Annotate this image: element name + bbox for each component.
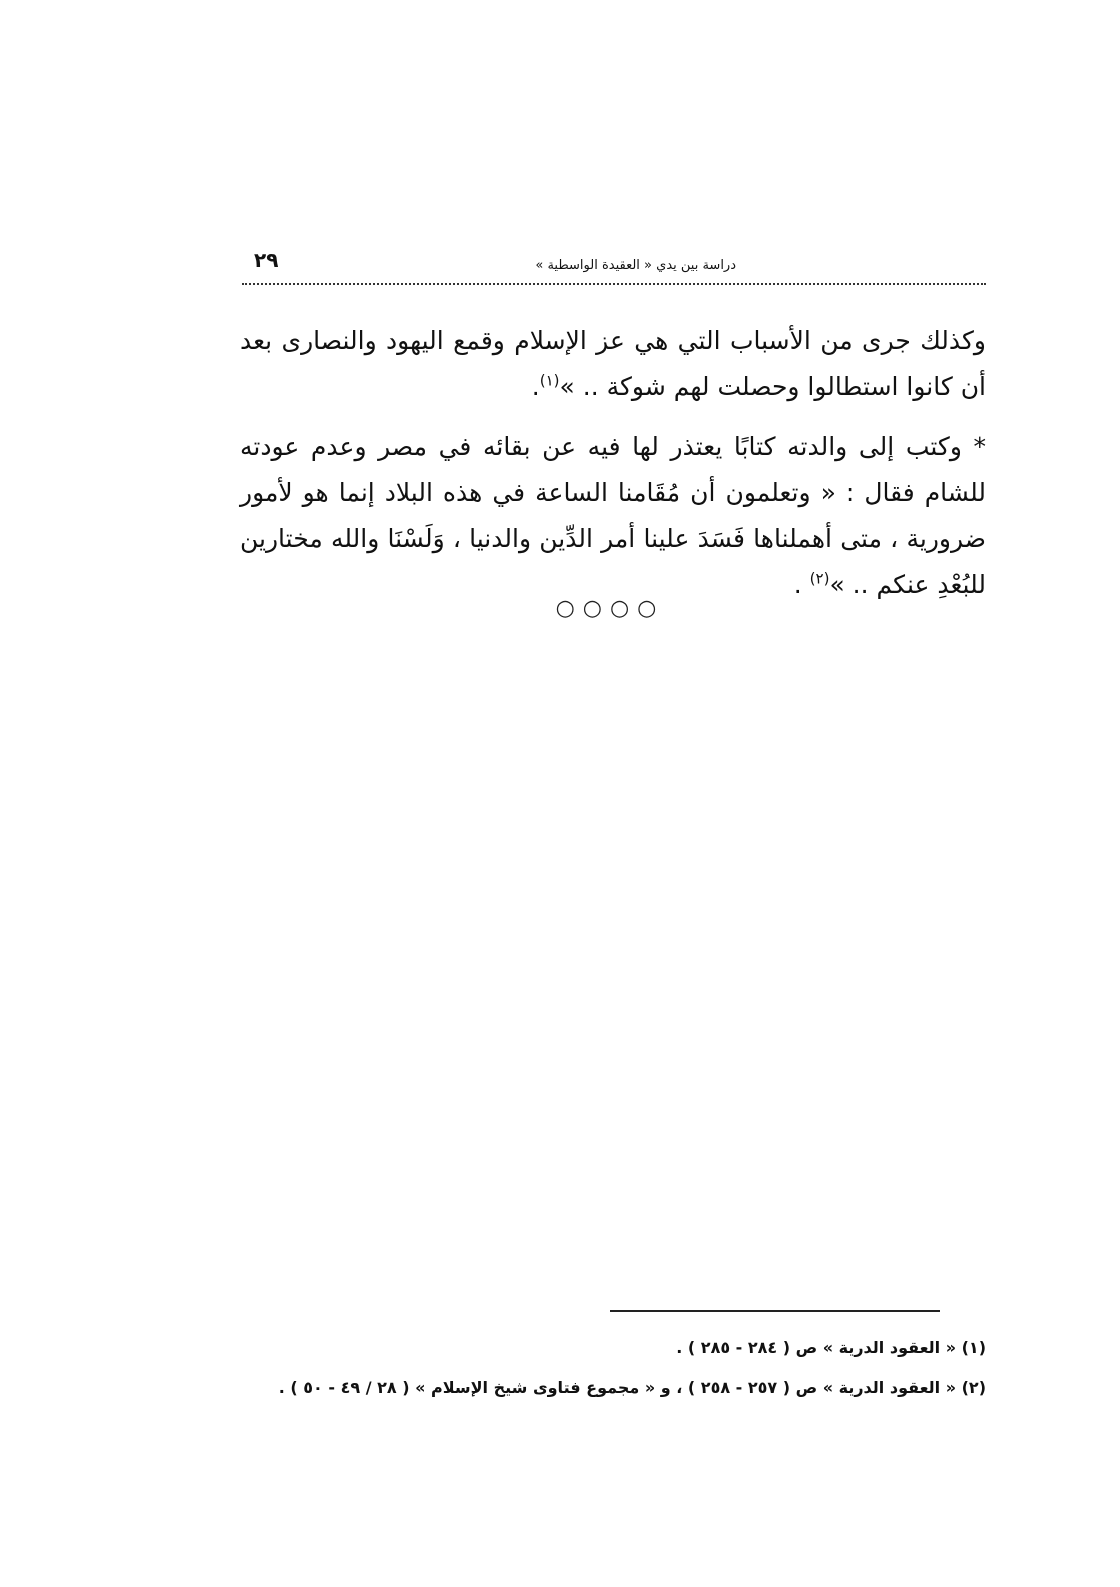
paragraph-2-end: . (793, 570, 810, 599)
paragraph-1-end: . (531, 372, 540, 401)
running-title: دراسة بين يدي « العقيدة الواسطية » (535, 258, 736, 273)
page-header (242, 248, 986, 280)
footnote-2: (٢) « العقود الدرية » ص ( ٢٥٧ - ٢٥٨ ) ، و « مجموع فتاوى شيخ الإسلام » ( ٢٨ / ٤٩ - ٥٠ ) . (278, 1378, 986, 1397)
paragraph-2-text: * وكتب إلى والدته كتابًا يعتذر لها فيه عن بقائه في مصر وعدم عودته للشام فقال : « وتعلمون أن مُقَامنا الساعة في هذه البلاد إنما هو لأمور ضرورية ، متى أهملناها فَسَدَ علينا أمر الدِّين والدنيا ، وَلَسْنَا والله مختارين للبُعْدِ عنكم .. » (240, 432, 986, 599)
paragraph-1-text: وكذلك جرى من الأسباب التي هي عز الإسلام وقمع اليهود والنصارى بعد أن كانوا استطالوا وحصلت لهم شوكة .. » (240, 326, 986, 401)
section-separator: ○○○○ (555, 596, 665, 621)
footnote-ref-1: (١) (539, 371, 560, 390)
header-rule (242, 283, 986, 285)
footnote-ref-2: (٢) (809, 569, 830, 588)
body-text (240, 318, 986, 622)
paragraph-1 (240, 318, 986, 410)
footnote-rule (610, 1310, 940, 1312)
footnotes (230, 1328, 986, 1408)
paragraph-2 (240, 424, 986, 608)
page-number: ٢٩ (254, 248, 279, 272)
footnote-1: (١) « العقود الدرية » ص ( ٢٨٤ - ٢٨٥ ) . (676, 1338, 986, 1357)
